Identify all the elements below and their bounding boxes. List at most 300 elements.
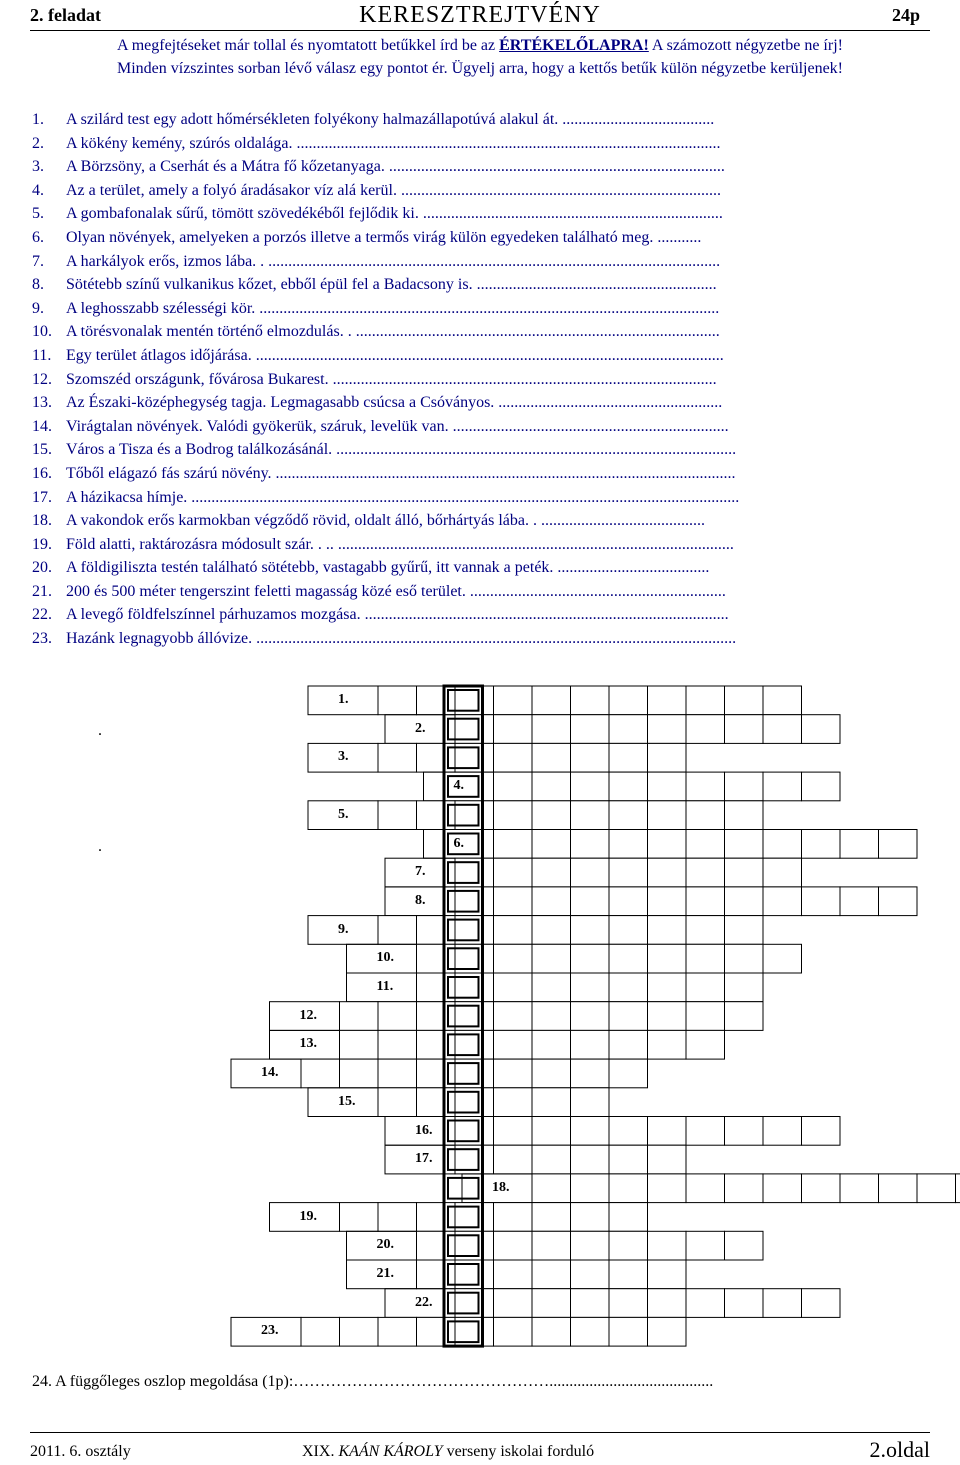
letter-cell[interactable] — [494, 830, 533, 859]
letter-cell[interactable] — [455, 858, 494, 887]
letter-cell[interactable] — [802, 1174, 841, 1203]
letter-cell[interactable] — [532, 1088, 571, 1117]
clue-text: A kökény kemény, szúrós oldalága. .......................................................................................................... — [66, 135, 720, 152]
solution-cell[interactable] — [448, 891, 479, 912]
letter-cell[interactable] — [686, 830, 725, 859]
letter-cell[interactable] — [455, 1088, 494, 1117]
stray-dot: . — [98, 722, 102, 740]
footer-competition — [302, 1443, 594, 1461]
row-number-label: 9. — [338, 922, 349, 938]
letter-cell[interactable] — [840, 1174, 879, 1203]
letter-cell[interactable] — [609, 1174, 648, 1203]
clue-item — [32, 250, 954, 274]
letter-cell[interactable] — [609, 944, 648, 973]
letter-cell[interactable] — [455, 1203, 494, 1232]
letter-cell[interactable] — [609, 1317, 648, 1346]
letter-cell[interactable] — [648, 715, 687, 744]
letter-cell[interactable] — [455, 944, 494, 973]
clue-number: 16. — [32, 462, 66, 486]
letter-cell[interactable] — [455, 686, 494, 715]
letter-cell[interactable] — [494, 1260, 533, 1289]
clue-number: 3. — [32, 155, 66, 179]
letter-cell[interactable] — [417, 1088, 456, 1117]
letter-cell[interactable] — [494, 772, 533, 801]
letter-cell[interactable] — [378, 916, 417, 945]
letter-cell[interactable] — [648, 1260, 687, 1289]
letter-cell[interactable] — [609, 973, 648, 1002]
letter-cell[interactable] — [763, 772, 802, 801]
letter-cell[interactable] — [763, 830, 802, 859]
letter-cell[interactable] — [455, 1117, 494, 1146]
instruction-line-1 — [0, 37, 960, 55]
letter-cell[interactable] — [686, 944, 725, 973]
letter-cell[interactable] — [609, 772, 648, 801]
letter-cell[interactable] — [609, 887, 648, 916]
letter-cell[interactable] — [609, 1030, 648, 1059]
letter-cell[interactable] — [571, 686, 610, 715]
letter-cell[interactable] — [301, 1317, 340, 1346]
clue-text: A szilárd test egy adott hőmérsékleten folyékony halmazállapotúvá alakul át. ...................................... — [66, 111, 714, 128]
letter-cell[interactable] — [609, 1117, 648, 1146]
clue-number: 8. — [32, 273, 66, 297]
solution-cell[interactable] — [448, 920, 479, 941]
solution-cell[interactable] — [448, 1293, 479, 1314]
letter-cell[interactable] — [571, 715, 610, 744]
letter-cell[interactable] — [532, 1030, 571, 1059]
clue-item — [32, 202, 954, 226]
letter-cell[interactable] — [648, 944, 687, 973]
letter-cell[interactable] — [725, 1231, 764, 1260]
letter-cell[interactable] — [686, 715, 725, 744]
letter-cell[interactable] — [609, 1059, 648, 1088]
solution-cell[interactable] — [448, 690, 479, 711]
letter-cell[interactable] — [648, 1117, 687, 1146]
instruction-emphasis: ÉRTÉKELŐLAPRA! — [499, 37, 649, 54]
letter-cell[interactable] — [417, 1203, 456, 1232]
letter-cell[interactable] — [725, 686, 764, 715]
letter-cell[interactable] — [725, 858, 764, 887]
clue-text: A törésvonalak mentén történő elmozdulás. . ........................................................................................... — [66, 323, 720, 340]
letter-cell[interactable] — [494, 944, 533, 973]
letter-cell[interactable] — [494, 743, 533, 772]
letter-cell[interactable] — [879, 1174, 918, 1203]
letter-cell[interactable] — [532, 801, 571, 830]
letter-cell[interactable] — [609, 686, 648, 715]
letter-cell[interactable] — [609, 1289, 648, 1318]
letter-cell[interactable] — [725, 772, 764, 801]
letter-cell[interactable] — [686, 1289, 725, 1318]
solution-cell[interactable] — [448, 805, 479, 826]
letter-cell[interactable] — [455, 1059, 494, 1088]
letter-cell[interactable] — [455, 801, 494, 830]
letter-cell[interactable] — [378, 1088, 417, 1117]
letter-cell[interactable] — [802, 830, 841, 859]
letter-cell[interactable] — [571, 1174, 610, 1203]
letter-cell[interactable] — [763, 944, 802, 973]
letter-cell[interactable] — [455, 1002, 494, 1031]
clue-text: Sötétebb színű vulkanikus kőzet, ebből épül fel a Badacsony is. ............................................................ — [66, 276, 717, 293]
letter-cell[interactable] — [763, 1117, 802, 1146]
letter-cell[interactable] — [571, 1145, 610, 1174]
solution-cell[interactable] — [448, 948, 479, 969]
solution-cell[interactable] — [448, 1034, 479, 1055]
letter-cell[interactable] — [571, 1059, 610, 1088]
letter-cell[interactable] — [417, 743, 456, 772]
letter-cell[interactable] — [686, 1030, 725, 1059]
letter-cell[interactable] — [494, 715, 533, 744]
letter-cell[interactable] — [840, 887, 879, 916]
letter-cell[interactable] — [417, 1260, 456, 1289]
letter-cell[interactable] — [455, 1145, 494, 1174]
letter-cell[interactable] — [648, 916, 687, 945]
clue-item — [32, 344, 954, 368]
letter-cell[interactable] — [571, 1030, 610, 1059]
row-number-label: 3. — [338, 749, 349, 765]
row-number-label: 12. — [300, 1008, 318, 1024]
letter-cell[interactable] — [609, 916, 648, 945]
solution-cell[interactable] — [448, 719, 479, 740]
letter-cell[interactable] — [725, 887, 764, 916]
letter-cell[interactable] — [686, 1002, 725, 1031]
letter-cell[interactable] — [532, 743, 571, 772]
solution-cell[interactable] — [448, 1207, 479, 1228]
letter-cell[interactable] — [532, 973, 571, 1002]
letter-cell[interactable] — [840, 830, 879, 859]
letter-cell[interactable] — [417, 801, 456, 830]
clue-number: 12. — [32, 368, 66, 392]
letter-cell[interactable] — [494, 1117, 533, 1146]
letter-cell[interactable] — [494, 1030, 533, 1059]
letter-cell[interactable] — [609, 1231, 648, 1260]
footer-text: verseny iskolai forduló — [443, 1443, 595, 1460]
letter-cell[interactable] — [763, 887, 802, 916]
letter-cell[interactable] — [532, 944, 571, 973]
letter-cell[interactable] — [532, 1317, 571, 1346]
letter-cell[interactable] — [802, 887, 841, 916]
letter-cell[interactable] — [532, 830, 571, 859]
letter-cell[interactable] — [763, 1174, 802, 1203]
clue-text: Hazánk legnagyobb állóvize. ........................................................................................................................ — [66, 630, 736, 647]
letter-cell[interactable] — [494, 858, 533, 887]
letter-cell[interactable] — [532, 1203, 571, 1232]
letter-cell[interactable] — [648, 830, 687, 859]
letter-cell[interactable] — [571, 1088, 610, 1117]
clue-text: Egy terület átlagos időjárása. ..................................................................................................................... — [66, 347, 724, 364]
letter-cell[interactable] — [494, 916, 533, 945]
clue-item — [32, 415, 954, 439]
letter-cell[interactable] — [455, 1317, 494, 1346]
clue-item — [32, 580, 954, 604]
clue-item — [32, 273, 954, 297]
row-number-label: 23. — [261, 1323, 279, 1339]
letter-cell[interactable] — [571, 1317, 610, 1346]
letter-cell[interactable] — [494, 686, 533, 715]
letter-cell[interactable] — [340, 1030, 379, 1059]
letter-cell[interactable] — [532, 1002, 571, 1031]
letter-cell[interactable] — [571, 772, 610, 801]
letter-cell[interactable] — [571, 1260, 610, 1289]
letter-cell[interactable] — [494, 1203, 533, 1232]
letter-cell[interactable] — [648, 858, 687, 887]
row-number-label: 17. — [415, 1151, 433, 1167]
letter-cell[interactable] — [417, 973, 456, 1002]
footer-name: KAÁN KÁROLY — [338, 1443, 442, 1460]
letter-cell[interactable] — [725, 1289, 764, 1318]
letter-cell[interactable] — [648, 1289, 687, 1318]
letter-cell[interactable] — [417, 1002, 456, 1031]
letter-cell[interactable] — [609, 1145, 648, 1174]
letter-cell[interactable] — [417, 1030, 456, 1059]
letter-cell[interactable] — [417, 1231, 456, 1260]
clue-item — [32, 533, 954, 557]
letter-cell[interactable] — [378, 1059, 417, 1088]
letter-cell[interactable] — [609, 830, 648, 859]
letter-cell[interactable] — [648, 1231, 687, 1260]
letter-cell[interactable] — [340, 1059, 379, 1088]
letter-cell[interactable] — [571, 830, 610, 859]
letter-cell[interactable] — [648, 686, 687, 715]
letter-cell[interactable] — [532, 715, 571, 744]
letter-cell[interactable] — [686, 686, 725, 715]
letter-cell[interactable] — [686, 916, 725, 945]
letter-cell[interactable] — [455, 887, 494, 916]
solution-cell[interactable] — [448, 862, 479, 883]
letter-cell[interactable] — [494, 1289, 533, 1318]
letter-cell[interactable] — [340, 1203, 379, 1232]
clue-number: 18. — [32, 509, 66, 533]
solution-cell[interactable] — [448, 1149, 479, 1170]
letter-cell[interactable] — [763, 686, 802, 715]
letter-cell[interactable] — [609, 715, 648, 744]
letter-cell[interactable] — [686, 973, 725, 1002]
row-number-label: 20. — [377, 1237, 395, 1253]
task-number: 2. feladat — [30, 5, 101, 26]
clue-text: 200 és 500 méter tengerszint feletti magasság közé eső terület. ................................................................ — [66, 583, 726, 600]
solution-cell[interactable] — [448, 1235, 479, 1256]
letter-cell[interactable] — [571, 1231, 610, 1260]
clue-number: 10. — [32, 320, 66, 344]
letter-cell[interactable] — [378, 686, 417, 715]
letter-cell[interactable] — [417, 1059, 456, 1088]
solution-cell[interactable] — [448, 1321, 479, 1342]
letter-cell[interactable] — [802, 1117, 841, 1146]
letter-cell[interactable] — [378, 1002, 417, 1031]
letter-cell[interactable] — [686, 887, 725, 916]
clue-item — [32, 438, 954, 462]
letter-cell[interactable] — [725, 916, 764, 945]
letter-cell[interactable] — [686, 1231, 725, 1260]
letter-cell[interactable] — [802, 1289, 841, 1318]
letter-cell[interactable] — [648, 887, 687, 916]
clue-item — [32, 391, 954, 415]
letter-cell[interactable] — [802, 772, 841, 801]
row-number-label: 6. — [454, 836, 465, 852]
clue-item — [32, 179, 954, 203]
letter-cell[interactable] — [802, 715, 841, 744]
letter-cell[interactable] — [686, 1117, 725, 1146]
letter-cell[interactable] — [571, 887, 610, 916]
solution-cell[interactable] — [448, 747, 479, 768]
letter-cell[interactable] — [532, 887, 571, 916]
letter-cell[interactable] — [879, 830, 918, 859]
letter-cell[interactable] — [532, 916, 571, 945]
letter-cell[interactable] — [532, 1231, 571, 1260]
letter-cell[interactable] — [763, 1289, 802, 1318]
letter-cell[interactable] — [725, 944, 764, 973]
clue-number: 5. — [32, 202, 66, 226]
letter-cell[interactable] — [417, 916, 456, 945]
letter-cell[interactable] — [417, 686, 456, 715]
letter-cell[interactable] — [340, 1317, 379, 1346]
clue-number: 6. — [32, 226, 66, 250]
letter-cell[interactable] — [648, 743, 687, 772]
clue-number: 20. — [32, 556, 66, 580]
row-number-label: 11. — [377, 979, 394, 995]
row-number-label: 1. — [338, 692, 349, 708]
letter-cell[interactable] — [532, 858, 571, 887]
clue-number: 9. — [32, 297, 66, 321]
row-number-label: 13. — [300, 1036, 318, 1052]
letter-cell[interactable] — [532, 1145, 571, 1174]
letter-cell[interactable] — [725, 830, 764, 859]
letter-cell[interactable] — [571, 801, 610, 830]
letter-cell[interactable] — [725, 801, 764, 830]
letter-cell[interactable] — [609, 743, 648, 772]
solution-cell[interactable] — [448, 977, 479, 998]
letter-cell[interactable] — [532, 1174, 571, 1203]
clue-text: Virágtalan növények. Valódi gyökerük, száruk, levelük van. ..................................................................... — [66, 418, 729, 435]
solution-cell[interactable] — [448, 1092, 479, 1113]
clue-number: 23. — [32, 627, 66, 651]
letter-cell[interactable] — [378, 1030, 417, 1059]
letter-cell[interactable] — [571, 944, 610, 973]
clue-number: 11. — [32, 344, 66, 368]
letter-cell[interactable] — [648, 1317, 687, 1346]
letter-cell[interactable] — [917, 1174, 956, 1203]
letter-cell[interactable] — [725, 1117, 764, 1146]
letter-cell[interactable] — [725, 1002, 764, 1031]
row-number-label: 7. — [415, 864, 426, 880]
letter-cell[interactable] — [763, 715, 802, 744]
clue-item — [32, 320, 954, 344]
letter-cell[interactable] — [455, 916, 494, 945]
solution-cell[interactable] — [448, 1264, 479, 1285]
letter-cell[interactable] — [417, 1317, 456, 1346]
solution-cell[interactable] — [448, 1121, 479, 1142]
letter-cell[interactable] — [494, 1088, 533, 1117]
letter-cell[interactable] — [571, 1002, 610, 1031]
letter-cell[interactable] — [879, 887, 918, 916]
letter-cell[interactable] — [571, 916, 610, 945]
letter-cell[interactable] — [301, 1059, 340, 1088]
letter-cell[interactable] — [686, 772, 725, 801]
letter-cell[interactable] — [571, 743, 610, 772]
question-24: 24. A függőleges oszlop megoldása (1p):…………………………………………......................................... — [32, 1373, 713, 1391]
letter-cell[interactable] — [609, 801, 648, 830]
letter-cell[interactable] — [494, 1231, 533, 1260]
letter-cell[interactable] — [571, 973, 610, 1002]
row-number-label: 19. — [300, 1209, 318, 1225]
letter-cell[interactable] — [609, 1002, 648, 1031]
letter-cell[interactable] — [648, 973, 687, 1002]
letter-cell[interactable] — [417, 944, 456, 973]
letter-cell[interactable] — [648, 1145, 687, 1174]
solution-cell[interactable] — [448, 1006, 479, 1027]
letter-cell[interactable] — [378, 801, 417, 830]
letter-cell[interactable] — [494, 801, 533, 830]
letter-cell[interactable] — [725, 973, 764, 1002]
letter-cell[interactable] — [455, 715, 494, 744]
letter-cell[interactable] — [378, 743, 417, 772]
letter-cell[interactable] — [532, 1117, 571, 1146]
letter-cell[interactable] — [378, 1317, 417, 1346]
letter-cell[interactable] — [532, 1260, 571, 1289]
letter-cell[interactable] — [532, 686, 571, 715]
letter-cell[interactable] — [571, 1117, 610, 1146]
letter-cell[interactable] — [725, 715, 764, 744]
solution-cell[interactable] — [448, 1063, 479, 1084]
letter-cell[interactable] — [532, 1289, 571, 1318]
letter-cell[interactable] — [686, 858, 725, 887]
clue-text: Az Északi-középhegység tagja. Legmagasabb csúcsa a Csóványos. ........................................................ — [66, 394, 722, 411]
letter-cell[interactable] — [455, 1289, 494, 1318]
footer-text: XIX. — [302, 1443, 338, 1460]
letter-cell[interactable] — [686, 801, 725, 830]
letter-cell[interactable] — [494, 1317, 533, 1346]
letter-cell[interactable] — [340, 1002, 379, 1031]
letter-cell[interactable] — [494, 1145, 533, 1174]
letter-cell[interactable] — [494, 1059, 533, 1088]
letter-cell[interactable] — [648, 801, 687, 830]
letter-cell[interactable] — [648, 1002, 687, 1031]
letter-cell[interactable] — [686, 1174, 725, 1203]
letter-cell[interactable] — [609, 858, 648, 887]
stray-dot: . — [98, 838, 102, 856]
letter-cell[interactable] — [494, 973, 533, 1002]
letter-cell[interactable] — [455, 1260, 494, 1289]
letter-cell[interactable] — [571, 1203, 610, 1232]
letter-cell[interactable] — [532, 772, 571, 801]
letter-cell[interactable] — [571, 858, 610, 887]
letter-cell[interactable] — [956, 1174, 960, 1203]
clue-item — [32, 108, 954, 132]
clue-text: A levegő földfelszínnel párhuzamos mozgása. ........................................................................................... — [66, 606, 729, 623]
letter-cell[interactable] — [648, 772, 687, 801]
letter-cell[interactable] — [455, 973, 494, 1002]
letter-cell[interactable] — [455, 743, 494, 772]
letter-cell[interactable] — [648, 1174, 687, 1203]
clue-text: A harkályok erős, izmos lába. . ................................................................................................................. — [66, 253, 720, 270]
letter-cell[interactable] — [763, 858, 802, 887]
clue-text: Város a Tisza és a Bodrog találkozásánál. .................................................................................................... — [66, 441, 736, 458]
letter-cell[interactable] — [455, 1231, 494, 1260]
letter-cell[interactable] — [494, 1002, 533, 1031]
clue-number: 13. — [32, 391, 66, 415]
letter-cell[interactable] — [609, 1260, 648, 1289]
letter-cell[interactable] — [532, 1059, 571, 1088]
letter-cell[interactable] — [378, 1203, 417, 1232]
letter-cell[interactable] — [725, 1174, 764, 1203]
letter-cell[interactable] — [571, 1289, 610, 1318]
letter-cell[interactable] — [648, 1030, 687, 1059]
clue-text: A vakondok erős karmokban végződő rövid, oldalt álló, bőrhártyás lába. . ......................................... — [66, 512, 705, 529]
solution-cell[interactable] — [448, 1178, 479, 1199]
clue-item — [32, 627, 954, 651]
letter-cell[interactable] — [455, 1030, 494, 1059]
letter-cell[interactable] — [609, 1203, 648, 1232]
letter-cell[interactable] — [494, 887, 533, 916]
clue-number: 22. — [32, 603, 66, 627]
